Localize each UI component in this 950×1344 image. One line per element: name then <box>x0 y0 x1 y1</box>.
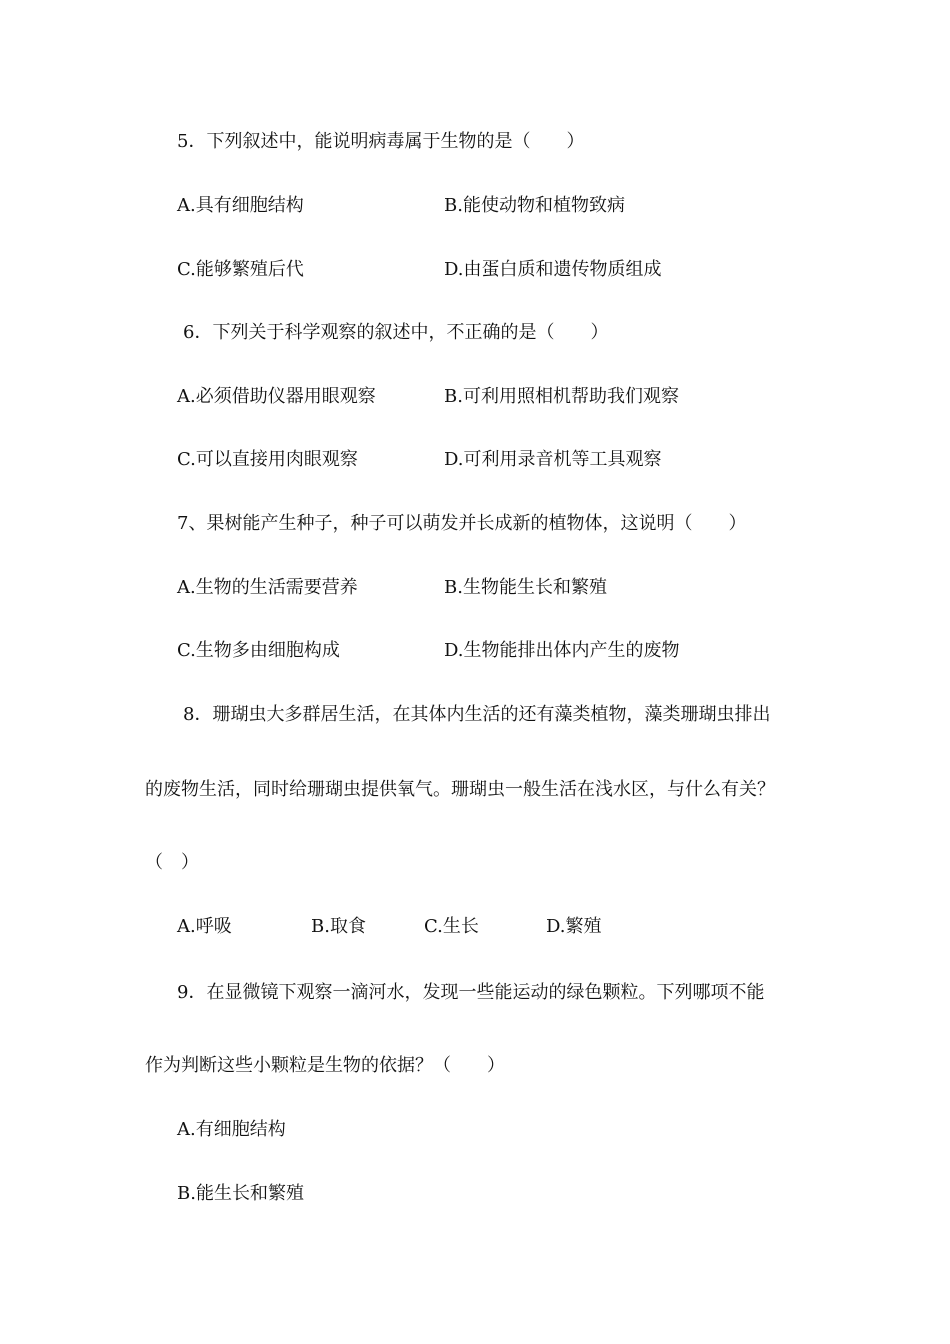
question-9-option-a: A.有细胞结构 <box>177 1119 286 1140</box>
question-6-stem: 6．下列关于科学观察的叙述中，不正确的是（ ） <box>183 322 609 343</box>
question-9-stem-line-1: 9．在显微镜下观察一滴河水，发现一些能运动的绿色颗粒。下列哪项不能 <box>177 982 765 1003</box>
question-8-option-b: B.取食 <box>311 916 366 937</box>
question-7-option-b: B.生物能生长和繁殖 <box>444 577 607 598</box>
question-5-stem: 5．下列叙述中，能说明病毒属于生物的是（ ） <box>177 131 585 152</box>
question-5-option-d: D.由蛋白质和遗传物质组成 <box>444 259 662 280</box>
question-7-option-d: D.生物能排出体内产生的废物 <box>444 640 680 661</box>
question-6-option-d: D.可利用录音机等工具观察 <box>444 449 662 470</box>
question-8-stem-line-1: 8．珊瑚虫大多群居生活，在其体内生活的还有藻类植物，藻类珊瑚虫排出 <box>183 704 771 725</box>
question-6-option-c: C.可以直接用肉眼观察 <box>177 449 358 470</box>
question-8-option-a: A.呼吸 <box>177 916 232 937</box>
question-6-option-b: B.可利用照相机帮助我们观察 <box>444 386 679 407</box>
question-9-stem-line-2: 作为判断这些小颗粒是生物的依据？（ ） <box>145 1055 505 1076</box>
question-5-option-a: A.具有细胞结构 <box>177 195 304 216</box>
question-8-stem-line-3: （ ） <box>145 852 199 873</box>
question-8-option-c: C.生长 <box>424 916 479 937</box>
question-7-option-a: A.生物的生活需要营养 <box>177 577 358 598</box>
question-7-stem: 7、果树能产生种子，种子可以萌发并长成新的植物体，这说明（ ） <box>177 513 747 534</box>
question-7-option-c: C.生物多由细胞构成 <box>177 640 340 661</box>
question-5-option-c: C.能够繁殖后代 <box>177 259 304 280</box>
question-8-stem-line-2: 的废物生活，同时给珊瑚虫提供氧气。珊瑚虫一般生活在浅水区，与什么有关？ <box>145 779 775 800</box>
question-9-option-b: B.能生长和繁殖 <box>177 1183 304 1204</box>
question-8-option-d: D.繁殖 <box>546 916 602 937</box>
question-6-option-a: A.必须借助仪器用眼观察 <box>177 386 376 407</box>
question-5-option-b: B.能使动物和植物致病 <box>444 195 625 216</box>
